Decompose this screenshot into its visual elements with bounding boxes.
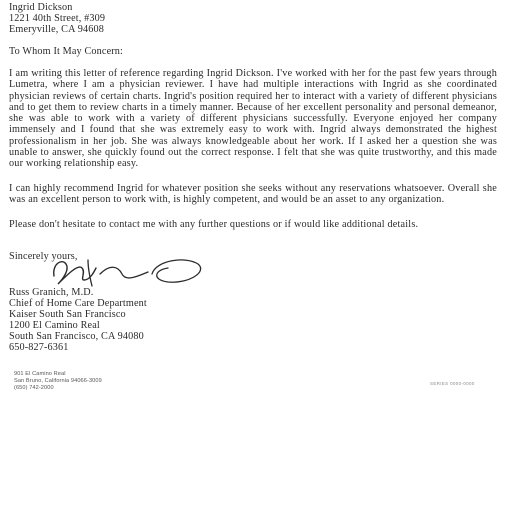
body-paragraph-2: I can highly recommend Ingrid for whatever position she seeks without any reservations whatsoever. Overall she was an excellent person to work with, is highly competent, and would be an asset to any organization. <box>9 183 497 206</box>
footer-city: San Bruno, California 94066-3009 <box>14 378 102 384</box>
signer-city: South San Francisco, CA 94080 <box>9 331 144 342</box>
signer-phone: 650-827-6361 <box>9 342 69 353</box>
sender-city: Emeryville, CA 94608 <box>9 24 104 35</box>
footer-street: 901 El Camino Real <box>14 371 66 377</box>
footer-phone: (650) 742-2000 <box>14 385 54 391</box>
signer-street: 1200 El Camino Real <box>9 320 100 331</box>
salutation: To Whom It May Concern: <box>9 46 124 57</box>
signer-name: Russ Granich, M.D. <box>9 287 94 298</box>
body-paragraph-3: Please don't hesitate to contact me with any further questions or if would like additional details. <box>9 219 419 230</box>
sender-street: 1221 40th Street, #309 <box>9 13 106 24</box>
body-paragraph-1: I am writing this letter of reference regarding Ingrid Dickson. I've worked with her for the past few years through Lumetra, where I am a physician reviewer. I have had multiple interactions with Ingrid as she coordinated physician reviews of certain charts. Ingrid's position required her to interact with a variety of different physicians and to get them to review charts in a timely manner. Because of her excellent personality and personal demeanor, she was able to work with a variety of different physicians successfully. Everyone enjoyed her company immensely and I found that she was extremely easy to work with. Ingrid always demonstrated the highest professionalism in her job. She was always knowledgeable about her work. If I asked her a question she was unable to answer, she quickly found out the correct response. I felt that she was quite trustworthy, and this made our working relationship easy. <box>9 68 497 170</box>
form-code: SERIES 0000-0000 <box>430 381 475 386</box>
signer-organization: Kaiser South San Francisco <box>9 309 126 320</box>
handwritten-signature <box>48 254 208 288</box>
signer-title: Chief of Home Care Department <box>9 298 147 309</box>
closing: Sincerely yours, <box>9 251 78 262</box>
sender-name: Ingrid Dickson <box>9 2 73 13</box>
